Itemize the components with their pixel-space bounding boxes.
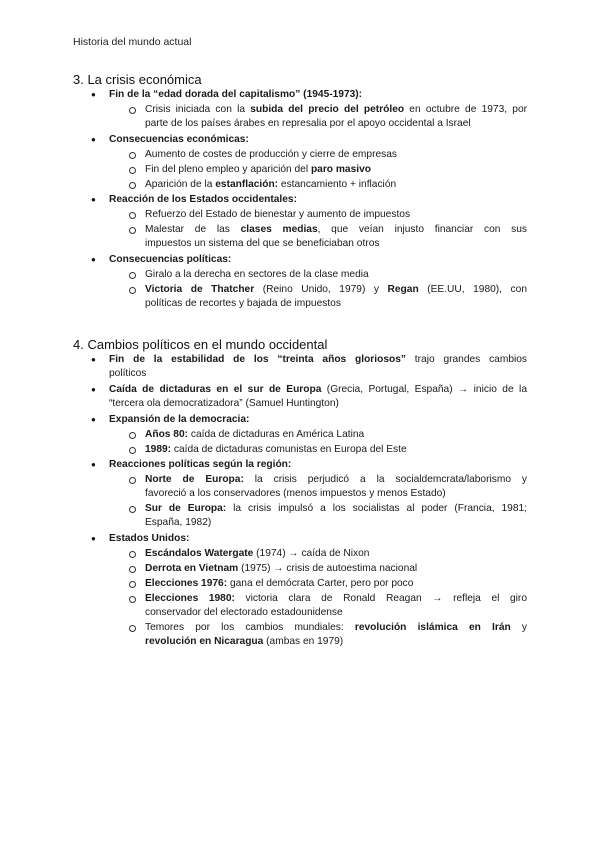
s4-item-1: Fin de la estabilidad de los “treinta años gloriosos” trajo grandes cambios xyxy=(109,354,528,365)
bullet-icon: ● xyxy=(91,255,96,264)
circle-bullet-icon xyxy=(129,566,136,573)
s4-item-5-sub-3: Elecciones 1976: gana el demócrata Carter, pero por poco xyxy=(145,578,414,589)
bullet-icon: ● xyxy=(91,355,96,364)
bullet-icon: ● xyxy=(91,135,96,144)
s3-item-2-sub-3: Aparición de la estanflación: estancamiento + inflación xyxy=(145,179,397,190)
s4-item-4-sub-1: Norte de Europa: la crisis perjudicó a la socialdemcrata/laborismo y xyxy=(145,474,528,485)
circle-bullet-icon xyxy=(129,551,136,558)
circle-bullet-icon xyxy=(129,182,136,189)
s4-item-1-cont: políticos xyxy=(109,368,147,379)
s3-item-2-label: Consecuencias económicas: xyxy=(109,134,249,145)
s4-item-3-sub-2: 1989: caída de dictaduras comunistas en Europa del Este xyxy=(145,444,407,455)
circle-bullet-icon xyxy=(129,432,136,439)
bullet-icon: ● xyxy=(91,415,96,424)
circle-bullet-icon xyxy=(129,596,136,603)
circle-bullet-icon xyxy=(129,477,136,484)
s3-item-4-label: Consecuencias políticas: xyxy=(109,254,232,265)
bullet-icon: ● xyxy=(91,534,96,543)
s3-item-3-sub-2: Malestar de las clases medias, que veían injusto financiar con sus xyxy=(145,224,527,235)
s3-item-4-sub-2: Victoria de Thatcher (Reino Unido, 1979) y Regan (EE.UU, 1980), con xyxy=(145,284,527,295)
s3-item-3-label: Reacción de los Estados occidentales: xyxy=(109,194,297,205)
page-header: Historia del mundo actual xyxy=(73,36,192,48)
s4-item-5-sub-4: Elecciones 1980: victoria clara de Ronald Reagan → refleja el giro xyxy=(145,593,527,604)
circle-bullet-icon xyxy=(129,625,136,632)
s4-item-3-label: Expansión de la democracia: xyxy=(109,414,250,425)
bullet-icon: ● xyxy=(91,90,96,99)
s4-item-5-sub-2: Derrota en Vietnam (1975) → crisis de autoestima nacional xyxy=(145,563,418,574)
circle-bullet-icon xyxy=(129,152,136,159)
s4-item-2: Caída de dictaduras en el sur de Europa (Grecia, Portugal, España) → inicio de la xyxy=(109,384,527,395)
s3-item-4-sub-1: Giralo a la derecha en sectores de la clase media xyxy=(145,269,369,280)
s4-item-5-label: Estados Unidos: xyxy=(109,533,190,544)
circle-bullet-icon xyxy=(129,212,136,219)
s4-item-5-sub-4-cont: conservador del electorado estadounidense xyxy=(145,607,343,618)
circle-bullet-icon xyxy=(129,227,136,234)
bullet-icon: ● xyxy=(91,385,96,394)
s4-item-4-sub-2: Sur de Europa: la crisis impulsó a los socialistas al poder (Francia, 1981; xyxy=(145,503,527,514)
circle-bullet-icon xyxy=(129,581,136,588)
circle-bullet-icon xyxy=(129,506,136,513)
s4-item-5-sub-5: Temores por los cambios mundiales: revolución islámica en Irán y xyxy=(145,622,527,633)
section-4-title: 4. Cambios políticos en el mundo occidental xyxy=(73,337,328,352)
circle-bullet-icon xyxy=(129,167,136,174)
s4-item-5-sub-1: Escándalos Watergate (1974) → caída de Nixon xyxy=(145,548,370,559)
s4-item-4-sub-2-cont: España, 1982) xyxy=(145,517,212,528)
bullet-icon: ● xyxy=(91,460,96,469)
s4-item-5-sub-5-cont: revolución en Nicaragua (ambas en 1979) xyxy=(145,636,344,647)
s3-item-1-sub-1-cont: parte de los países árabes en represalia por el apoyo occidental a Israel xyxy=(145,118,471,129)
s4-item-2-cont: “tercera ola democratizadora” (Samuel Huntington) xyxy=(109,398,339,409)
s3-item-1-label: Fin de la “edad dorada del capitalismo” (1945-1973): xyxy=(109,89,363,100)
s3-item-1-sub-1: Crisis iniciada con la subida del precio del petróleo en octubre de 1973, por xyxy=(145,104,528,115)
s3-item-4-sub-2-cont: políticas de recortes y bajada de impuestos xyxy=(145,298,341,309)
s3-item-3-sub-1: Refuerzo del Estado de bienestar y aumento de impuestos xyxy=(145,209,411,220)
circle-bullet-icon xyxy=(129,272,136,279)
section-3-title: 3. La crisis económica xyxy=(73,72,202,87)
s3-item-3-sub-2-cont: impuestos un sistema del que se beneficiaban otros xyxy=(145,238,380,249)
s4-item-4-sub-1-cont: favoreció a los conservadores (menos impuestos y menos Estado) xyxy=(145,488,446,499)
s3-item-2-sub-2: Fin del pleno empleo y aparición del paro masivo xyxy=(145,164,371,175)
s3-item-2-sub-1: Aumento de costes de producción y cierre de empresas xyxy=(145,149,397,160)
s4-item-4-label: Reacciones políticas según la región: xyxy=(109,459,292,470)
circle-bullet-icon xyxy=(129,287,136,294)
circle-bullet-icon xyxy=(129,447,136,454)
s4-item-3-sub-1: Años 80: caída de dictaduras en América Latina xyxy=(145,429,365,440)
circle-bullet-icon xyxy=(129,107,136,114)
bullet-icon: ● xyxy=(91,195,96,204)
